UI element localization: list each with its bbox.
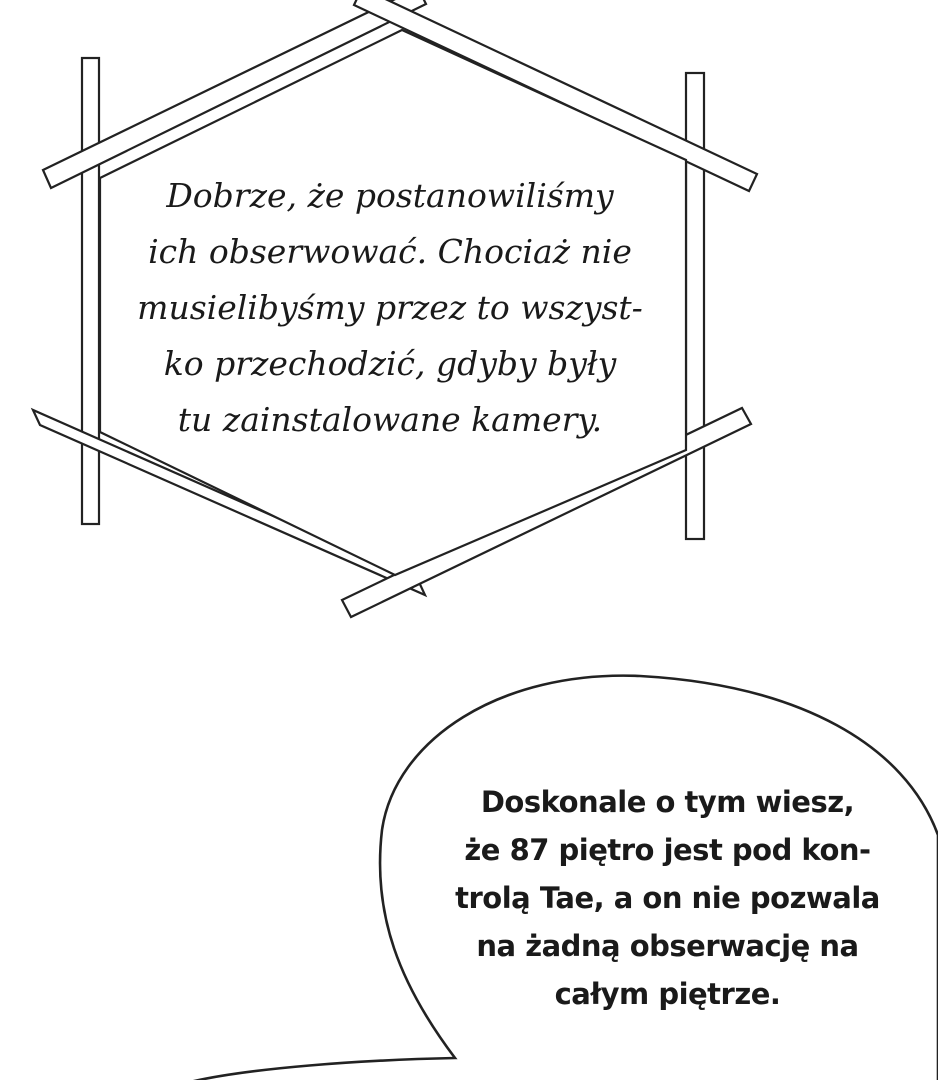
speech-line: na żadną obserwację na bbox=[476, 929, 859, 963]
thought-line: musielibyśmy przez to wszyst- bbox=[137, 288, 643, 327]
speech-line: całym piętrze. bbox=[554, 977, 781, 1011]
thought-line: ich obserwować. Chociaż nie bbox=[148, 232, 632, 271]
speech-line: Doskonale o tym wiesz, bbox=[480, 785, 855, 819]
speech-bubble-text bbox=[395, 778, 938, 1018]
thought-line: tu zainstalowane kamery. bbox=[177, 400, 603, 439]
speech-line: że 87 piętro jest pod kon- bbox=[464, 833, 871, 867]
thought-line: ko przechodzić, gdyby były bbox=[163, 344, 617, 383]
thought-bubble-text bbox=[130, 168, 650, 448]
speech-line: trolą Tae, a on nie pozwala bbox=[455, 881, 880, 915]
thought-line: Dobrze, że postanowiliśmy bbox=[166, 176, 614, 215]
